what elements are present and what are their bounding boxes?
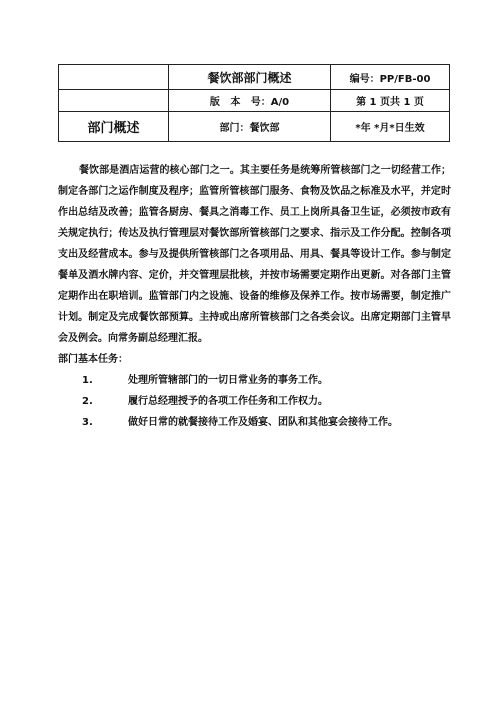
list-item	[58, 370, 451, 391]
list-item-text: 履行总经理授予的各项工作任务和工作权力。	[128, 396, 328, 407]
document-header-table	[58, 64, 450, 142]
list-item	[58, 412, 451, 433]
section-title: 部门概述	[59, 112, 169, 142]
list-item-number: 3.	[82, 417, 93, 428]
department-label: 部门：餐饮部	[169, 112, 331, 142]
tasks-list	[58, 370, 451, 433]
document-number: 编号：PP/FB-00	[331, 65, 450, 90]
header-blank-cell	[59, 65, 169, 90]
list-item-text: 做好日常的就餐接待工作及婚宴、团队和其他宴会接待工作。	[128, 417, 398, 428]
list-item-text: 处理所管辖部门的一切日常业务的事务工作。	[128, 375, 328, 386]
header-blank-cell	[59, 90, 169, 112]
document-title: 餐饮部部门概述	[169, 65, 331, 90]
overview-paragraph: 餐饮部是酒店运营的核心部门之一。其主要任务是统筹所管核部门之一切经营工作；制定各部门之运作制度及程序；监管所管核部门服务、食物及饮品之标准及水平，并定时作出总结及改善；监管各厨房、餐具之消毒工作、员工上岗所具备卫生证，必须按市政有关规定执行；传达及执行管理层对餐饮部所管核部门之要求、指示及工作分配。控制各项支出及经营成本。参与及提供所管核部门之各项用品、用具、餐具等设计工作。参与制定餐单及酒水牌内容、定价，并交管理层批核，并按市场需要定期作出更新。对各部门主管定期作出在职培训。监管部门内之设施、设备的维修及保养工作。按市场需要，制定推广计划。制定及完成餐饮部预算。主持或出席所管核部门之各类会议。出席定期部门主管早会及例会。向常务副总经理汇报。	[58, 165, 451, 344]
list-item-number: 2.	[82, 396, 93, 407]
list-item-number: 1.	[82, 375, 93, 386]
effective-date: *年 *月*日生效	[331, 112, 450, 142]
document-body	[58, 160, 451, 433]
version-number: 版 本 号：A/0	[169, 90, 331, 112]
tasks-heading: 部门基本任务：	[58, 354, 128, 365]
list-item	[58, 391, 451, 412]
page-info: 第 1 页共 1 页	[331, 90, 450, 112]
